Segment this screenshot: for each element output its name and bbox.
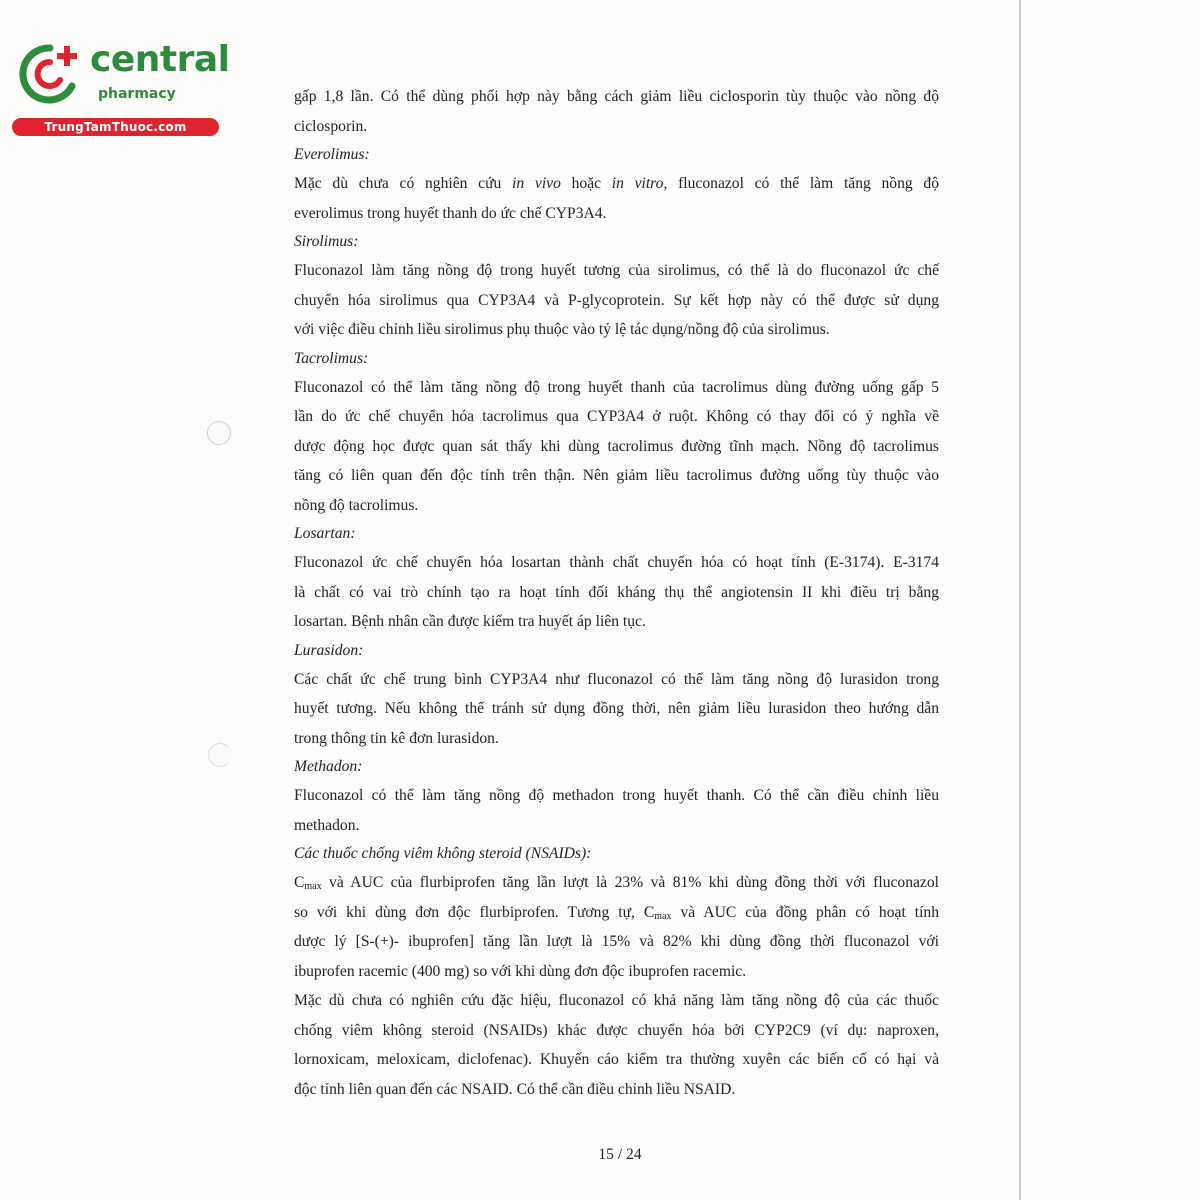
central-pharmacy-logo[interactable] [10, 38, 230, 138]
binding-hole [208, 743, 232, 767]
section-heading-lurasidon: Lurasidon: [294, 641, 364, 659]
section-heading-losartan: Losartan: [294, 525, 356, 542]
text-line: Mặc dù chưa có nghiên cứu in vivo hoặc in vitro, fluconazol có thể làm tăng nồng độ [294, 175, 940, 192]
text-line: lornoxicam, meloxicam, diclofenac). Khuyến cáo kiểm tra thường xuyên các biến cố có hại và [294, 1051, 939, 1068]
section-heading-everolimus: Everolimus: [294, 146, 370, 163]
text-line: ciclosporin. [294, 117, 368, 135]
text-line: Fluconazol có thể làm tăng nồng độ methadon trong huyết thanh. Có thể cần điều chỉnh liều [294, 787, 939, 804]
text-line: everolimus trong huyết thanh do ức chế CYP3A4. [294, 204, 607, 222]
section-heading-methadon: Methadon: [294, 758, 363, 775]
page-edge-line [1019, 0, 1021, 1200]
text-line: $C_{max}$ và AUC của flurbiprofen tăng lần lượt là 23% và 81% khi dùng đồng thời với fluconazol [294, 874, 939, 892]
text-line: dược động học được quan sát thấy khi dùng tacrolimus đường tĩnh mạch. Nồng độ tacrolimus [294, 437, 939, 455]
logo-name: central [90, 39, 230, 80]
logo-subtitle: pharmacy [98, 86, 176, 102]
binding-hole [207, 421, 231, 445]
text-line: Fluconazol ức chế chuyển hóa losartan thành chất chuyển hóa có hoạt tính (E-3174). E-3174 [294, 554, 939, 571]
pharmacy-logo-mark-icon [10, 38, 90, 104]
text-line: ibuprofen racemic (400 mg) so với khi dùng đơn độc ibuprofen racemic. [294, 962, 747, 980]
section-heading-nsaids: Các thuốc chống viêm không steroid (NSAIDs): [294, 845, 592, 862]
text-line: chống viêm không steroid (NSAIDs) khác được chuyển hóa bởi CYP2C9 (ví dụ: naproxen, [294, 1021, 939, 1039]
section-heading-sirolimus: Sirolimus: [294, 233, 359, 250]
text-line: tăng có liên quan đến độc tính trên thận. Nên giảm liều tacrolimus đường uống tùy thuộc vào [294, 467, 939, 484]
page-number: 15 / 24 [598, 1146, 642, 1163]
text-line: Fluconazol có thể làm tăng nồng độ trong huyết thanh của tacrolimus dùng đường uống gấp 5 [294, 378, 939, 396]
text-line: với việc điều chỉnh liều sirolimus phụ thuộc vào tỷ lệ tác dụng/nồng độ của sirolimus. [294, 321, 830, 338]
text-line: dược lý [S-(+)- ibuprofen] tăng lần lượt là 15% và 82% khi dùng đồng thời fluconazol với [294, 933, 939, 950]
text-line: nồng độ tacrolimus. [294, 496, 419, 514]
text-line: chuyển hóa sirolimus qua CYP3A4 và P-glycoprotein. Sự kết hợp này có thể được sử dụng [294, 291, 939, 309]
text-line: Các chất ức chế trung bình CYP3A4 như fluconazol có thể làm tăng nồng độ lurasidon trong [294, 670, 939, 688]
text-line: Fluconazol làm tăng nồng độ trong huyết tương của sirolimus, có thể là do fluconazol ức chế [294, 262, 939, 279]
text-line: so với khi dùng đơn độc flurbiprofen. Tương tự, $C_{max}$ và AUC của đồng phân có hoạt tính [294, 903, 940, 922]
text-line: huyết tương. Nếu không thể tránh sử dụng đồng thời, nên giảm liều lurasidon theo hướng dẫn [294, 700, 939, 717]
logo-website[interactable]: TrungTamThuoc.com [12, 118, 219, 136]
text-line: độc tính liên quan đến các NSAID. Có thể cần điều chỉnh liều NSAID. [294, 1080, 736, 1098]
document-body [294, 82, 939, 1104]
text-line: lần do ức chế chuyển hóa tacrolimus qua CYP3A4 ở ruột. Không có thay đổi có ý nghĩa về [294, 408, 939, 425]
text-line: gấp 1,8 lần. Có thể dùng phối hợp này bằng cách giảm liều ciclosporin tùy thuộc vào nồng độ [294, 88, 939, 105]
text-line: methadon. [294, 816, 360, 834]
text-line: là chất có vai trò chính tạo ra hoạt tính đối kháng thụ thể angiotensin II khi điều trị bằng [294, 583, 939, 601]
text-line: trong thông tin kê đơn lurasidon. [294, 729, 499, 747]
text-line: Mặc dù chưa có nghiên cứu đặc hiệu, fluconazol có khả năng làm tăng nồng độ của các thuốc [294, 992, 939, 1009]
section-heading-tacrolimus: Tacrolimus: [294, 349, 369, 367]
text-line: losartan. Bệnh nhân cần được kiểm tra huyết áp liên tục. [294, 613, 646, 630]
